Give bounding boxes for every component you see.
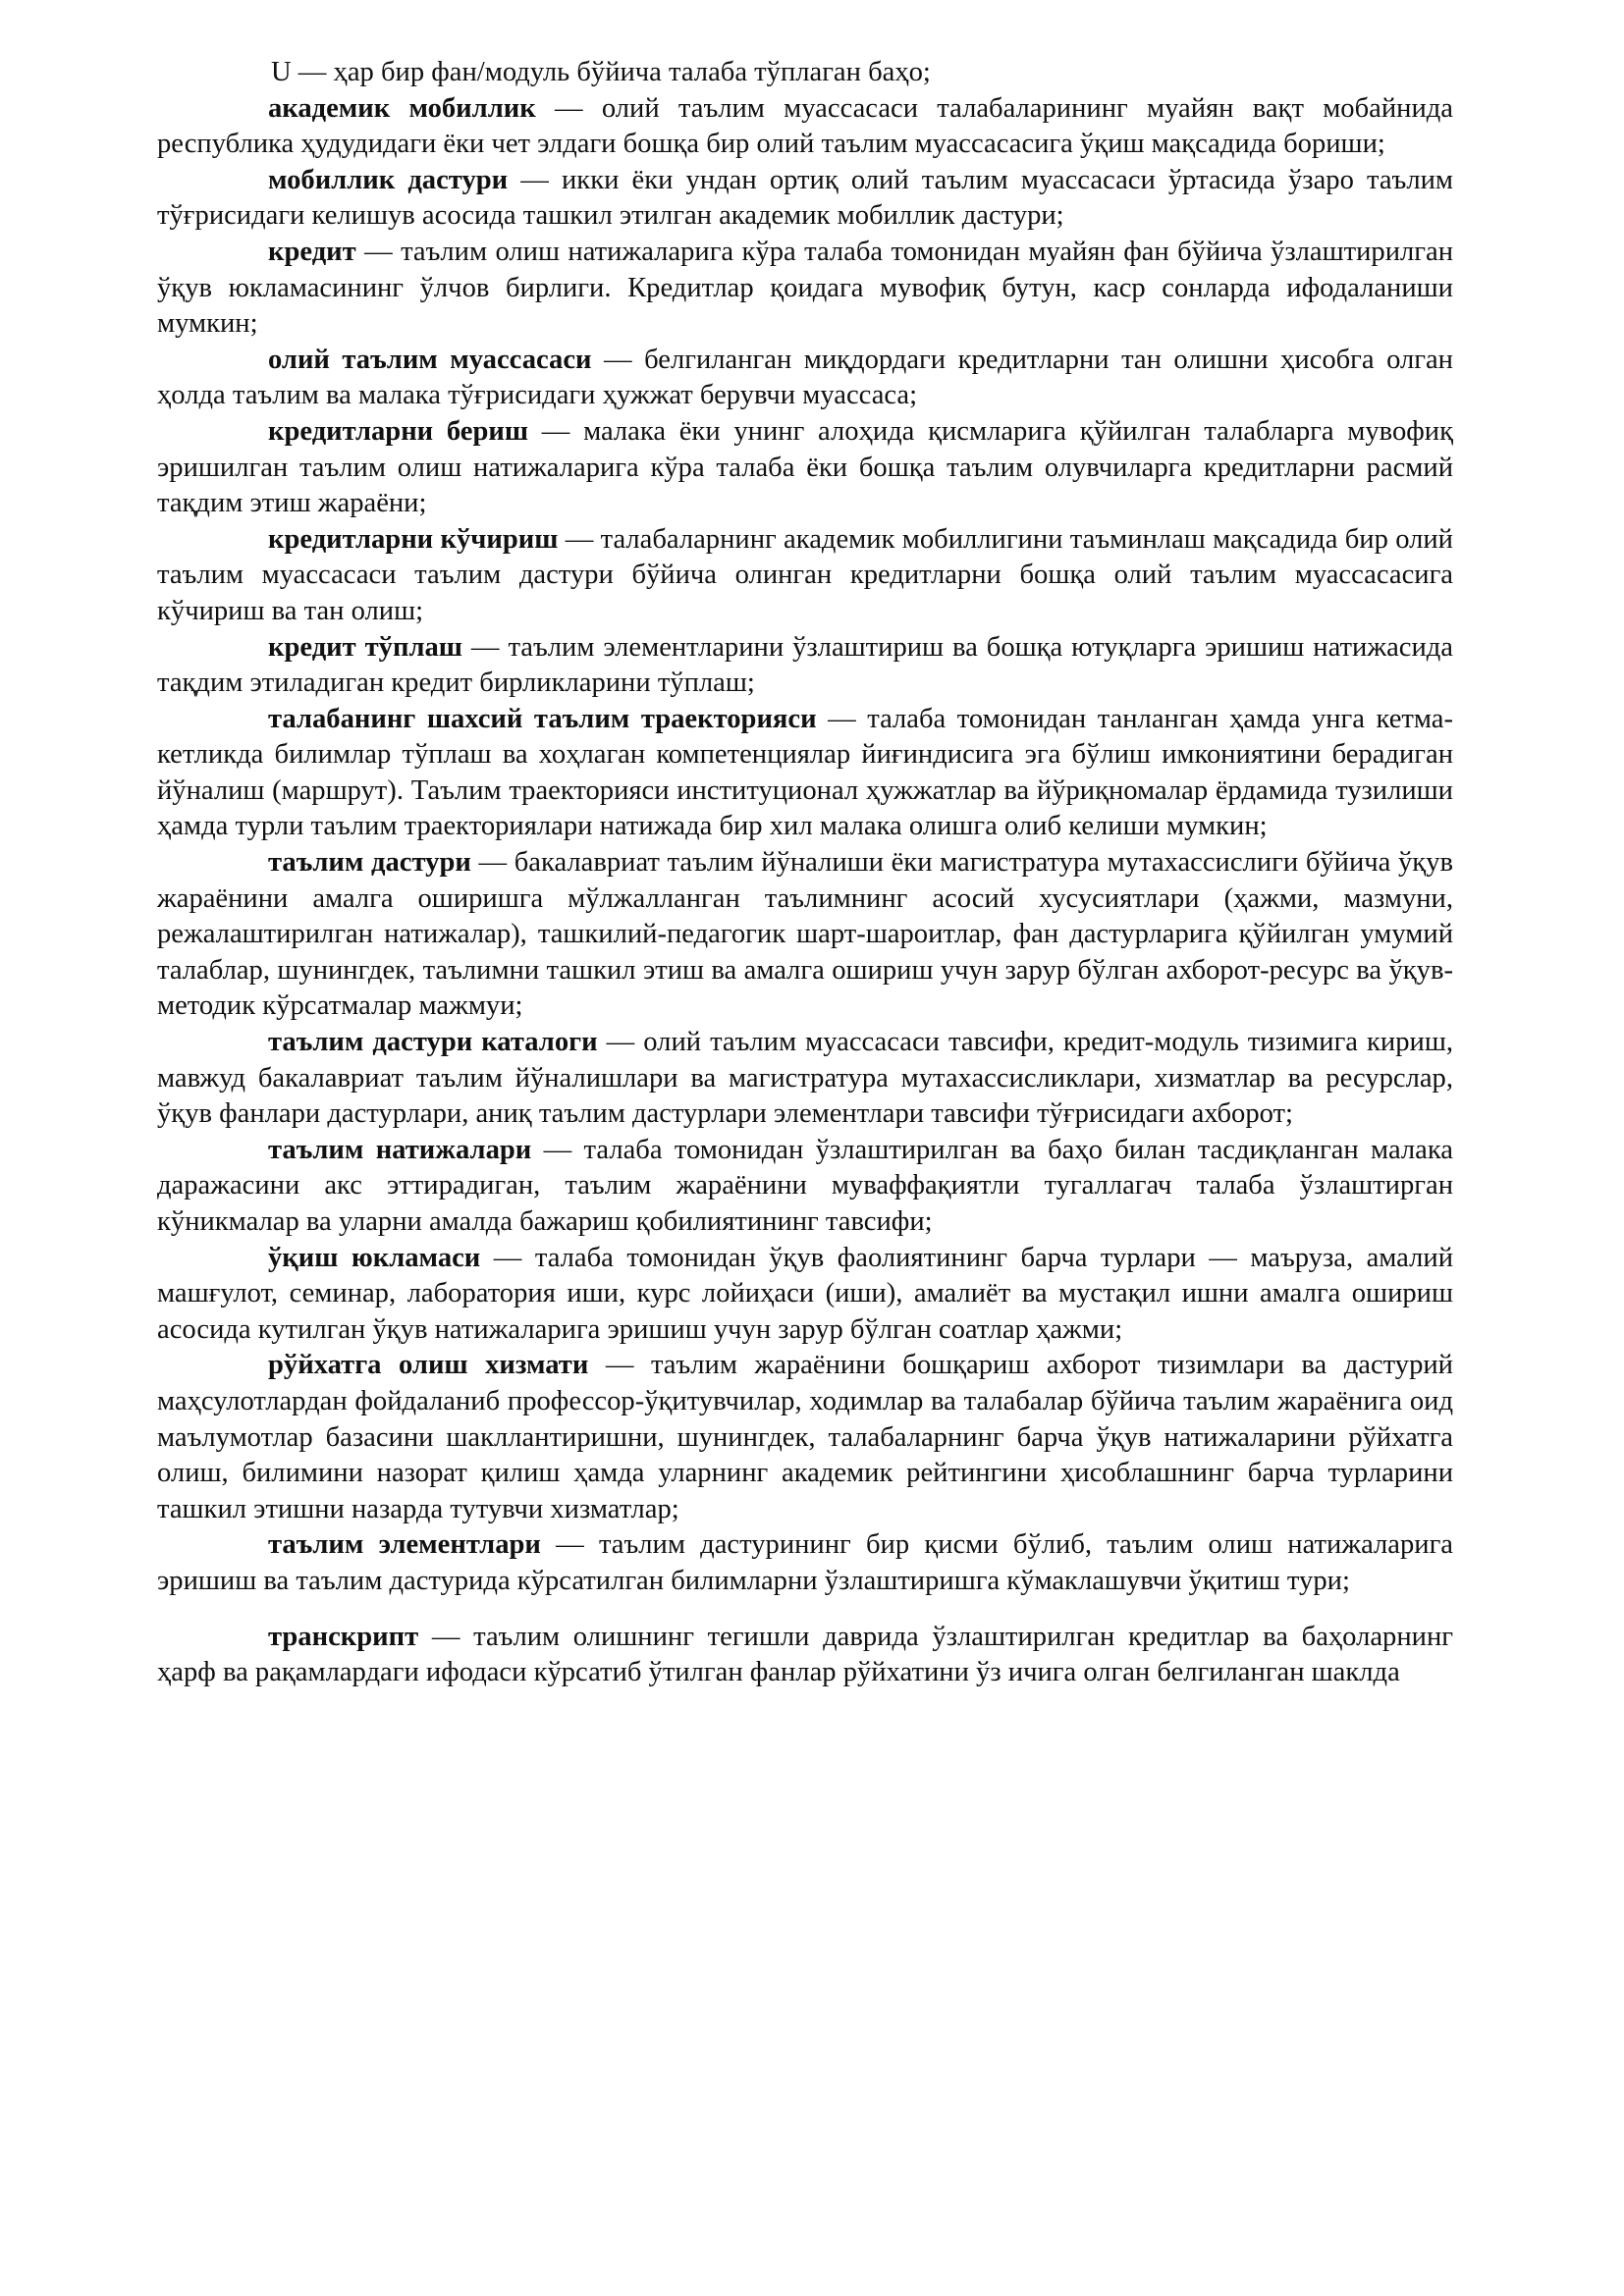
definition-text: — олий таълим муассасаси тавсифи, кредит-модуль тизимига кириш, мавжуд бакалавриат таълим йўналишлари ва магистратура мутахассисликлари, хизматлар ва ресурслар, ўқув фанлари дастурлари, аниқ таълим дастурлари элементлари тавсифи тўғрисидаги ахборот; [157,1027,1453,1130]
definition-text: — икки ёки ундан ортиқ олий таълим муассасаси ўртасида ўзаро таълим тўғрисидаги келишув асосида ташкил этилган академик мобиллик дастури; [157,164,1453,232]
term-label: ўқиш юкламаси [268,1242,481,1273]
definition-credit [157,235,1453,343]
term-label: рўйхатга олиш хизмати [268,1350,589,1381]
definition-program-catalog [157,1025,1453,1133]
definition-text: — таълим дастурининг бир қисми бўлиб, таълим олиш натижаларига эришиш ва таълим дастурида кўрсатилган билимларни ўзлаштиришга кўмаклашувчи ўқитиш тури; [157,1529,1453,1596]
term-label: олий таълим муассасаси [268,344,592,375]
term-label: кредитларни бериш [268,415,529,447]
definition-credit-awarding [157,414,1453,522]
term-label: кредит [268,236,356,267]
definition-text: — талабаларнинг академик мобиллигини таъминлаш мақсадида бир олий таълим муассасаси таълим дастури бўйича олинган кредитларни бошқа олий таълим муассасасига кўчириш ва тан олиш; [157,523,1453,626]
definition-text: — таълим олиш натижаларига кўра талаба томонидан муайян фан бўйича ўзлаштирилган ўқув юкламасининг ўлчов бирлиги. Кредитлар қоидага мувофиқ бутун, каср сонларда ифодаланиши мумкин; [157,236,1453,340]
definition-text: — бакалавриат таълим йўналиши ёки магистратура мутахассислиги бўйича ўқув жараёнини амалга оширишга мўлжалланган таълимнинг асосий хусусиятлари (ҳажми, мазмуни, режалаштирилган натижалар), ташкилий-педагогик шарт-шароитлар, фан дастурларига қўйилган умумий талаблар, шунингдек, таълимни ташкил этиш ва амалга ошириш учун зарур бўлган ахборот-ресурс ва ўқув-методик кўрсатмалар мажмуи; [157,847,1453,1022]
definition-text: — таълим олишнинг тегишли даврида ўзлаштирилган кредитлар ва баҳоларнинг ҳарф ва рақамлардаги ифодаси кўрсатиб ўтилган фанлар рўйхатини ўз ичига олган белгиланган шаклда [157,1621,1453,1688]
intro-paragraph: U — ҳар бир фан/модуль бўйича талаба тўплаган баҳо; [271,57,931,87]
definition-text: — белгиланган миқдордаги кредитларни тан олишни ҳисобга олган ҳолда таълим ва малака тўғрисидаги ҳужжат берувчи муассаса; [157,344,1453,411]
definition-academic-mobility [157,91,1453,163]
definition-mobility-program [157,163,1453,235]
definition-transcript [157,1620,1453,1691]
definition-text: — талаба томонидан ўқув фаолиятининг барча турлари — маъруза, амалий машғулот, семинар, лаборатория иши, курс лойиҳаси (иши), амалиёт ва мустақил ишни амалга ошириш асосида кутилган ўқув натижаларига эришиш учун зарур бўлган соатлар ҳажми; [157,1242,1453,1345]
term-label: таълим натижалари [268,1134,532,1165]
term-label: кредит тўплаш [268,631,462,663]
definition-credit-accumulation [157,630,1453,702]
definition-education-elements [157,1527,1453,1599]
term-label: таълим дастури каталоги [268,1027,598,1058]
term-label: талабанинг шахсий таълим траекторияси [268,703,817,734]
term-label: транскрипт [268,1621,419,1652]
definition-education-program [157,845,1453,1025]
document-page [157,55,1453,1691]
definition-registration-service [157,1348,1453,1527]
definition-higher-education-institution [157,343,1453,414]
term-label: мобиллик дастури [268,164,509,195]
definition-learning-outcomes [157,1133,1453,1241]
definition-text: — малака ёки унинг алоҳида қисмларига қўйилган талабларга мувофиқ эришилган таълим олиш натижаларига кўра талаба ёки бошқа таълим олувчиларга кредитларни расмий тақдим этиш жараёни; [157,415,1453,519]
definition-study-workload [157,1241,1453,1349]
definition-credit-transfer [157,522,1453,630]
definition-text: — таълим элементларини ўзлаштириш ва бошқа ютуқларга эришиш натижасида тақдим этиладиган кредит бирликларини тўплаш; [157,631,1454,699]
definition-learning-trajectory [157,702,1453,845]
definition-text: — талаба томонидан танланган ҳамда унга кетма-кетликда билимлар тўплаш ва хоҳлаган компетенциялар йиғиндисига эга бўлиш имкониятини берадиган йўналиш (маршрут). Таълим траекторияси институционал ҳужжатлар ва йўриқномалар ёрдамида тузилиши ҳамда турли таълим траекториялари натижада бир хил малака олишга олиб келиши мумкин; [157,703,1453,842]
term-label: таълим дастури [268,847,471,879]
term-label: академик мобиллик [268,92,536,124]
definition-text: — талаба томонидан ўзлаштирилган ва баҳо билан тасдиқланган малака даражасини акс эттирадиган, таълим жараёнини муваффақиятли тугаллагач талаба ўзлаштирган кўникмалар ва уларни амалда бажариш қобилиятининг тавсифи; [157,1134,1454,1237]
definition-text: — таълим жараёнини бошқариш ахборот тизимлари ва дастурий маҳсулотлардан фойдаланиб профессор-ўқитувчилар, ходимлар ва талабалар бўйича таълим жараёнига оид маълумотлар базасини шакллантиришни, шунингдек, талабаларнинг барча ўқув натижаларини рўйхатга олиш, билимини назорат қилиш ҳамда уларнинг академик рейтингини ҳисоблашнинг барча турларини ташкил этишни назарда тутувчи хизматлар; [157,1350,1453,1524]
term-label: кредитларни кўчириш [268,523,559,555]
term-label: таълим элементлари [268,1529,541,1561]
definition-text: — олий таълим муассасаси талабаларининг муайян вақт мобайнида республика ҳудудидаги ёки чет элдаги бошқа бир олий таълим муассасасига ўқиш мақсадида бориши; [157,92,1453,160]
